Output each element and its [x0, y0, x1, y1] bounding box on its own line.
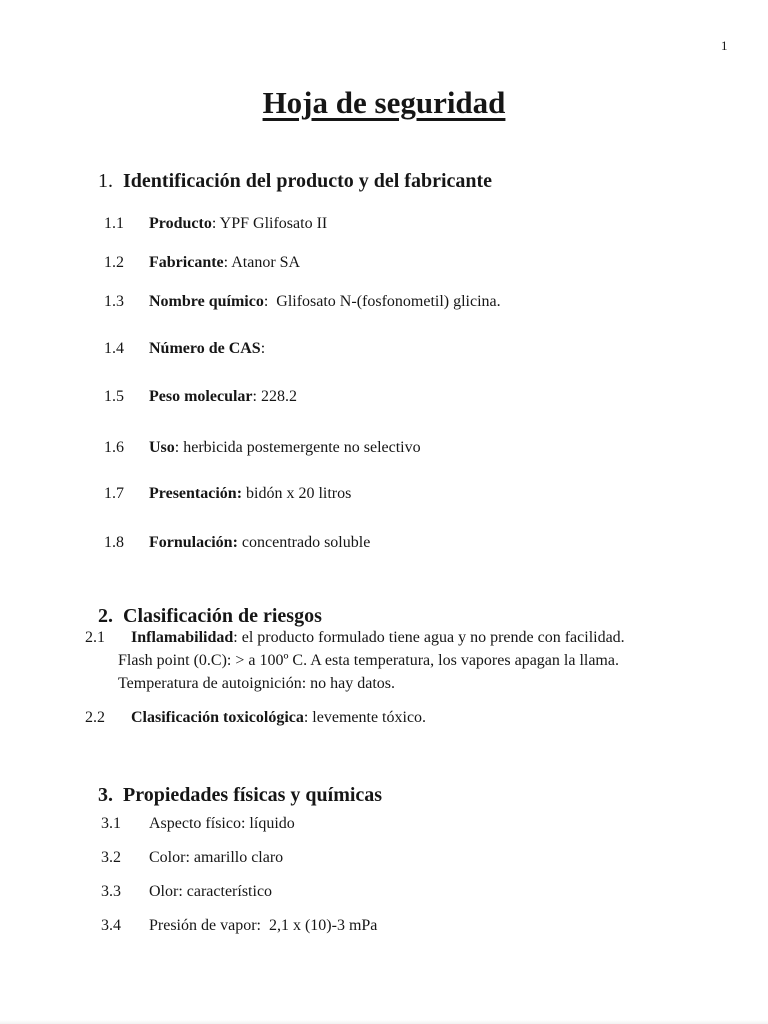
- item-value: : 228.2: [252, 388, 297, 405]
- item-value: : herbicida postemergente no selectivo: [174, 439, 421, 456]
- item-number: 1.7: [104, 485, 124, 502]
- document-title: Hoja de seguridad: [262, 85, 506, 120]
- section-title: Identificación del producto y del fabricante: [123, 170, 493, 192]
- section-number: 3.: [98, 784, 113, 806]
- item-value: :: [260, 340, 266, 357]
- item-label: Fornulación:: [149, 534, 238, 551]
- item-value: : levemente tóxico.: [303, 709, 427, 726]
- item-number: 3.3: [101, 883, 121, 900]
- item-label: Inflamabilidad: [131, 629, 234, 646]
- item-number: 2.2: [85, 709, 105, 726]
- item-label: Producto: [149, 215, 212, 232]
- item-text-line-1: [118, 626, 725, 649]
- item-number: 1.3: [104, 293, 124, 310]
- item-text: Olor: característico: [149, 883, 273, 900]
- section-number: 1.: [98, 170, 113, 192]
- item-number: 1.8: [104, 534, 124, 551]
- item-label: Presentación:: [149, 485, 243, 502]
- item-value: : Glifosato N-(fosfonometil) glicina.: [263, 293, 501, 310]
- item-number: 2.1: [85, 629, 105, 646]
- item-value: bidón x 20 litros: [242, 485, 352, 502]
- item-value: : Atanor SA: [223, 254, 301, 271]
- item-number: 1.1: [104, 215, 124, 232]
- item-label: Uso: [149, 439, 175, 456]
- item-text-line-2: Flash point (0.C): > a 100º C. A esta temperatura, los vapores apagan la llama.: [118, 652, 619, 669]
- item-number: 3.2: [101, 849, 121, 866]
- section-title: Propiedades físicas y químicas: [123, 784, 383, 806]
- item-label: Clasificación toxicológica: [131, 709, 304, 726]
- item-2-2: [85, 706, 725, 729]
- item-text-line-1: [118, 706, 725, 729]
- item-label: Fabricante: [149, 254, 224, 271]
- section-number: 2.: [98, 605, 113, 627]
- item-2-1: [85, 626, 725, 695]
- item-number: 3.1: [101, 815, 121, 832]
- item-label: Peso molecular: [149, 388, 253, 405]
- section-title: Clasificación de riesgos: [123, 605, 322, 627]
- item-text-line-3: Temperatura de autoignición: no hay datos.: [118, 675, 396, 692]
- item-value: : YPF Glifosato II: [211, 215, 328, 232]
- item-number: 1.5: [104, 388, 124, 405]
- item-number: 1.6: [104, 439, 124, 456]
- item-1-8: [88, 513, 370, 573]
- item-label: Número de CAS: [149, 340, 261, 357]
- document-title-row: [0, 84, 768, 122]
- item-label: Nombre químico: [149, 293, 264, 310]
- item-number: 1.2: [104, 254, 124, 271]
- item-number: 3.4: [101, 917, 121, 934]
- item-value: concentrado soluble: [237, 534, 371, 551]
- item-text: Color: amarillo claro: [149, 849, 284, 866]
- item-3-4: [85, 896, 377, 956]
- item-number: 1.4: [104, 340, 124, 357]
- item-text: Presión de vapor: 2,1 x (10)-3 mPa: [149, 917, 378, 934]
- page-number: 1: [721, 38, 728, 53]
- item-value: : el producto formulado tiene agua y no prende con facilidad.: [233, 629, 625, 646]
- item-text: Aspecto físico: líquido: [149, 815, 295, 832]
